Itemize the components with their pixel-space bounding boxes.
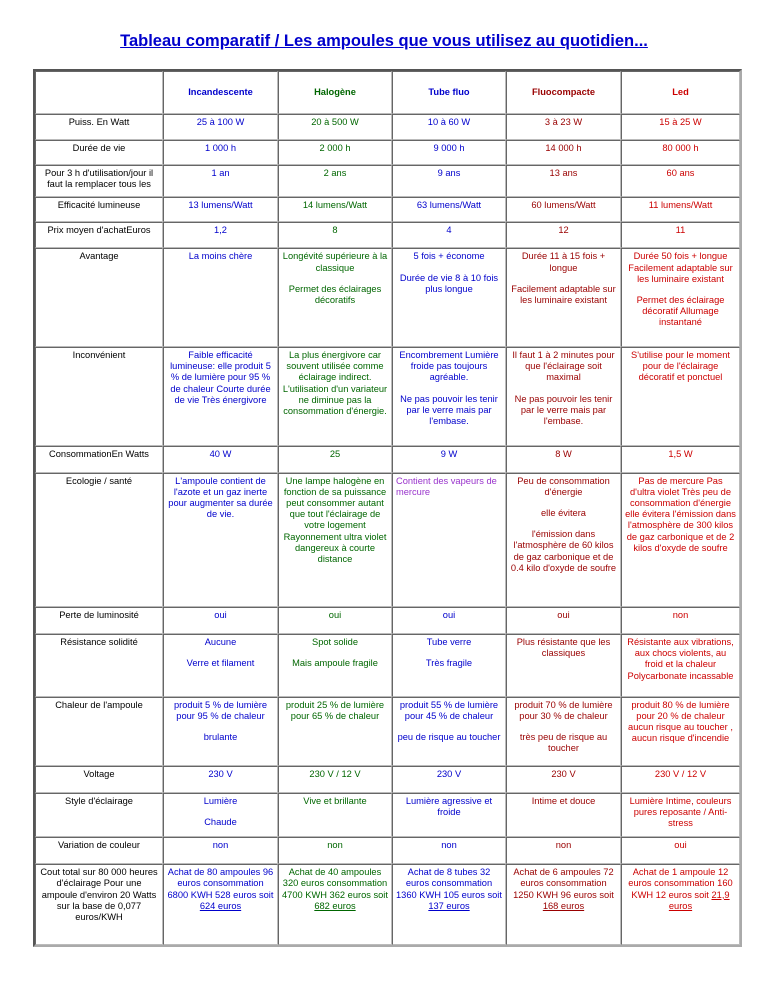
cost-cell <box>506 864 621 945</box>
cell-text: produit 70 % de lumière pour 30 % de chaleur <box>514 699 613 721</box>
cell-text: Intime et douce <box>531 795 596 806</box>
cost-total: 168 euros <box>542 900 585 911</box>
table-cell <box>621 473 740 607</box>
row-label: Variation de couleur <box>35 837 163 864</box>
table-cell <box>506 697 621 766</box>
cost-cell <box>621 864 740 945</box>
table-cell: 9 W <box>392 446 506 473</box>
table-cell: 1 an <box>163 165 278 197</box>
table-cell <box>506 634 621 697</box>
table-cell <box>621 634 740 697</box>
table-cell: 11 lumens/Watt <box>621 197 740 222</box>
cost-total: 137 euros <box>428 900 470 911</box>
table-cell: 25 <box>278 446 392 473</box>
table-cell: 10 à 60 W <box>392 114 506 141</box>
table-cell <box>278 473 392 607</box>
table-cell: 230 V <box>163 766 278 793</box>
cell-text: Spot solide <box>312 636 358 647</box>
table-cell <box>506 473 621 607</box>
cell-text: produit 55 % de lumière pour 45 % de chaleur <box>399 699 499 721</box>
cost-text: Achat de 40 ampoules 320 euros consommation 4700 KWH 362 euros soit <box>282 867 388 900</box>
table-cell <box>392 248 506 347</box>
table-cell: 12 <box>506 222 621 249</box>
cost-total: 624 euros <box>199 900 242 911</box>
table-cell <box>278 248 392 347</box>
table-cell: 14 000 h <box>506 140 621 165</box>
table-cell: 15 à 25 W <box>621 114 740 141</box>
table-cell: 13 ans <box>506 165 621 197</box>
table-cell: 2 000 h <box>278 140 392 165</box>
row-label: Chaleur de l'ampoule <box>35 697 163 766</box>
cell-text: Durée de vie 8 à 10 fois plus longue <box>399 272 499 294</box>
row-label: Avantage <box>35 248 163 347</box>
table-cell: 1,2 <box>163 222 278 249</box>
table-row <box>35 248 740 347</box>
table-cell: 14 lumens/Watt <box>278 197 392 222</box>
table-cell <box>163 793 278 837</box>
cost-text: Achat de 6 ampoules 72 euros consommation 1250 KWH 96 euros soit <box>513 867 614 900</box>
row-label: Cout total sur 80 000 heures d'éclairage Pour une ampoule d'environ 20 Watts sur la base de 0,077 euros/KWH <box>35 864 163 945</box>
table-cell: 13 lumens/Watt <box>163 197 278 222</box>
table-cell <box>163 473 278 607</box>
cost-text: Achat de 80 ampoules 96 euros consommation 6800 KWH 528 euros soit <box>167 867 274 900</box>
cost-cell <box>163 864 278 945</box>
cell-text: très peu de risque au toucher <box>519 732 608 754</box>
table-cell: 60 ans <box>621 165 740 197</box>
cost-text: Achat de 8 tubes 32 euros consommation 1360 KWH 105 euros soit <box>396 867 502 900</box>
cell-text: Tube verre <box>426 636 472 647</box>
cell-text: Mais ampoule fragile <box>292 658 378 669</box>
cell-text: Aucune <box>204 636 237 647</box>
table-row <box>35 165 740 197</box>
row-label: Style d'éclairage <box>35 793 163 837</box>
table-cell <box>506 248 621 347</box>
table-cell: oui <box>392 607 506 634</box>
cell-text: Lumière agressive et froide <box>405 795 493 818</box>
cell-text: Très fragile <box>425 658 473 669</box>
table-cell: 230 V / 12 V <box>278 766 392 793</box>
header-row <box>35 71 740 114</box>
table-cell: oui <box>621 837 740 864</box>
table-cell: 230 V <box>392 766 506 793</box>
table-cell <box>621 347 740 446</box>
table-row <box>35 793 740 837</box>
row-label: Ecologie / santé <box>35 473 163 607</box>
table-cell: non <box>506 837 621 864</box>
table-cell: 25 à 100 W <box>163 114 278 141</box>
cell-text: Lumière <box>203 795 238 806</box>
row-label: Inconvénient <box>35 347 163 446</box>
table-cell <box>392 793 506 837</box>
cell-text: Peu de consommation d'énergie <box>517 475 610 497</box>
cell-text: Verre et filament <box>186 658 255 669</box>
table-cell: non <box>278 837 392 864</box>
cell-text: Une lampe halogène en fonction de sa puissance peut consommer autant que tout l'éclairage de votre logement Rayonnement ultra violet dangereux à courte distance <box>283 475 387 564</box>
table-cell: oui <box>278 607 392 634</box>
table-cell: 40 W <box>163 446 278 473</box>
cost-text: Achat de 1 ampoule 12 euros consommation 160 KWH 12 euros soit <box>628 867 733 900</box>
cost-total: 21,9 euros <box>668 889 730 911</box>
table-cell <box>163 248 278 347</box>
cell-text: Résistante aux vibrations, aux chocs violents, au froid et la chaleur Polycarbonate incassable <box>627 636 734 681</box>
row-label: Voltage <box>35 766 163 793</box>
cell-text: S'utilise pour le moment pour de l'éclairage décoratif et ponctuel <box>631 350 730 383</box>
table-cell: 230 V <box>506 766 621 793</box>
cell-text: produit 5 % de lumière pour 95 % de chaleur <box>173 699 268 721</box>
table-row <box>35 697 740 766</box>
cost-total: 682 euros <box>314 900 356 911</box>
row-label: Pour 3 h d'utilisation/jour il faut la remplacer tous les <box>35 165 163 197</box>
cell-text: Encombrement Lumière froide pas toujours agréable. <box>399 350 499 383</box>
cell-text: Plus résistante que les classiques <box>516 636 611 659</box>
row-label: Durée de vie <box>35 140 163 165</box>
table-cell <box>163 634 278 697</box>
cost-cell <box>392 864 506 945</box>
cell-text: peu de risque au toucher <box>397 732 501 743</box>
table-row <box>35 222 740 249</box>
cell-text: elle évitera <box>541 507 586 518</box>
table-cell <box>392 347 506 446</box>
table-cell: 63 lumens/Watt <box>392 197 506 222</box>
table-cell <box>392 634 506 697</box>
table-cell: 230 V / 12 V <box>621 766 740 793</box>
cell-text: Contient des vapeurs de mercure <box>396 475 497 497</box>
table-row <box>35 197 740 222</box>
table-row <box>35 347 740 446</box>
table-cell <box>278 347 392 446</box>
cell-text: Permet des éclairages décoratifs <box>288 283 382 306</box>
row-label: Prix moyen d'achatEuros <box>35 222 163 249</box>
table-row <box>35 140 740 165</box>
table-row <box>35 473 740 607</box>
table-cell <box>392 473 506 607</box>
cell-text: Facilement adaptable sur les luminaire existant <box>511 283 616 306</box>
cell-text: Chaude <box>204 817 237 828</box>
table-cell: non <box>392 837 506 864</box>
row-label: Résistance solidité <box>35 634 163 697</box>
table-cell: 9 000 h <box>392 140 506 165</box>
cell-text: l'émission dans l'atmosphère de 60 kilos de gaz carbonique et de 0.4 kilo d'oxyde de soufre <box>510 529 617 573</box>
cell-text: Faible efficacité lumineuse: elle produit 5 % de lumière pour 95 % de chaleur Courte durée de vie Très énergivore <box>170 350 271 405</box>
table-cell <box>621 793 740 837</box>
cell-text: 5 fois + économe <box>413 251 485 262</box>
table-cell: 60 lumens/Watt <box>506 197 621 222</box>
table-row <box>35 837 740 864</box>
cell-text: Longévité supérieure à la classique <box>282 251 388 273</box>
corner-cell <box>35 71 163 114</box>
cell-text: Permet des éclairage décoratif Allumage instantané <box>636 295 725 328</box>
table-cell: 2 ans <box>278 165 392 197</box>
table-row <box>35 766 740 793</box>
cell-text: L'ampoule contient de l'azote et un gaz inerte pour augmenter sa durée de vie. <box>168 475 273 520</box>
table-cell <box>278 697 392 766</box>
header-tube-fluo: Tube fluo <box>392 71 506 114</box>
header-halog-ne: Halogène <box>278 71 392 114</box>
cell-text: Durée 11 à 15 fois + longue <box>521 251 606 273</box>
table-cell: 80 000 h <box>621 140 740 165</box>
table-cell <box>621 248 740 347</box>
cell-text: produit 80 % de lumière pour 20 % de chaleur aucun risque au toucher , aucun risque d'incendie <box>628 699 733 744</box>
cost-row <box>35 864 740 945</box>
cell-text: Pas de mercure Pas d'ultra violet Très peu de consommation d'énergie elle évitera l'émission dans l'atmosphère de 300 kilos de gaz carbonique et de 2 kilos d'oxyde de soufre <box>625 475 736 553</box>
header-fluocompacte: Fluocompacte <box>506 71 621 114</box>
cell-text: Ne pas pouvoir les tenir par le verre mais par l'embase. <box>514 393 613 427</box>
table-cell: 8 W <box>506 446 621 473</box>
table-cell: non <box>163 837 278 864</box>
cell-text: Vive et brillante <box>303 795 367 806</box>
table-cell: 4 <box>392 222 506 249</box>
cell-text: Lumière Intime, couleurs pures reposante / Anti-stress <box>629 795 732 829</box>
table-cell: oui <box>163 607 278 634</box>
table-cell <box>506 347 621 446</box>
table-row <box>35 446 740 473</box>
table-cell <box>163 347 278 446</box>
cell-text: produit 25 % de lumière pour 65 % de chaleur <box>285 699 385 721</box>
table-cell: 11 <box>621 222 740 249</box>
table-cell: 20 à 500 W <box>278 114 392 141</box>
page-title: Tableau comparatif / Les ampoules que vous utilisez au quotidien... <box>120 32 648 50</box>
cell-text: La plus énergivore car souvent utilisée comme éclairage indirect. L'utilisation d'un variateur ne diminue pas la consommation d'énergie. <box>282 350 388 417</box>
row-label: Efficacité lumineuse <box>35 197 163 222</box>
table-row <box>35 607 740 634</box>
table-row <box>35 114 740 141</box>
table-cell: non <box>621 607 740 634</box>
header-led: Led <box>621 71 740 114</box>
table-cell: 1 000 h <box>163 140 278 165</box>
row-label: Puiss. En Watt <box>35 114 163 141</box>
table-row <box>35 634 740 697</box>
cell-text: brulante <box>203 732 238 743</box>
table-cell <box>163 697 278 766</box>
table-cell: oui <box>506 607 621 634</box>
row-label: Perte de luminosité <box>35 607 163 634</box>
table-cell: 9 ans <box>392 165 506 197</box>
cost-cell <box>278 864 392 945</box>
table-cell <box>621 697 740 766</box>
table-cell: 8 <box>278 222 392 249</box>
table-cell: 1,5 W <box>621 446 740 473</box>
cell-text: Ne pas pouvoir les tenir par le verre mais par l'embase. <box>400 393 498 427</box>
table-cell <box>278 793 392 837</box>
table-cell <box>278 634 392 697</box>
cell-text: La moins chère <box>188 251 253 262</box>
cell-text: Il faut 1 à 2 minutes pour que l'éclairage soit maximal <box>512 350 615 383</box>
row-label: ConsommationEn Watts <box>35 446 163 473</box>
table-cell: 3 à 23 W <box>506 114 621 141</box>
header-incandescente: Incandescente <box>163 71 278 114</box>
cell-text: Durée 50 fois + longue Facilement adaptable sur les luminaire existant <box>628 251 733 284</box>
table-cell <box>506 793 621 837</box>
table-cell <box>392 697 506 766</box>
comparison-table <box>33 69 742 947</box>
